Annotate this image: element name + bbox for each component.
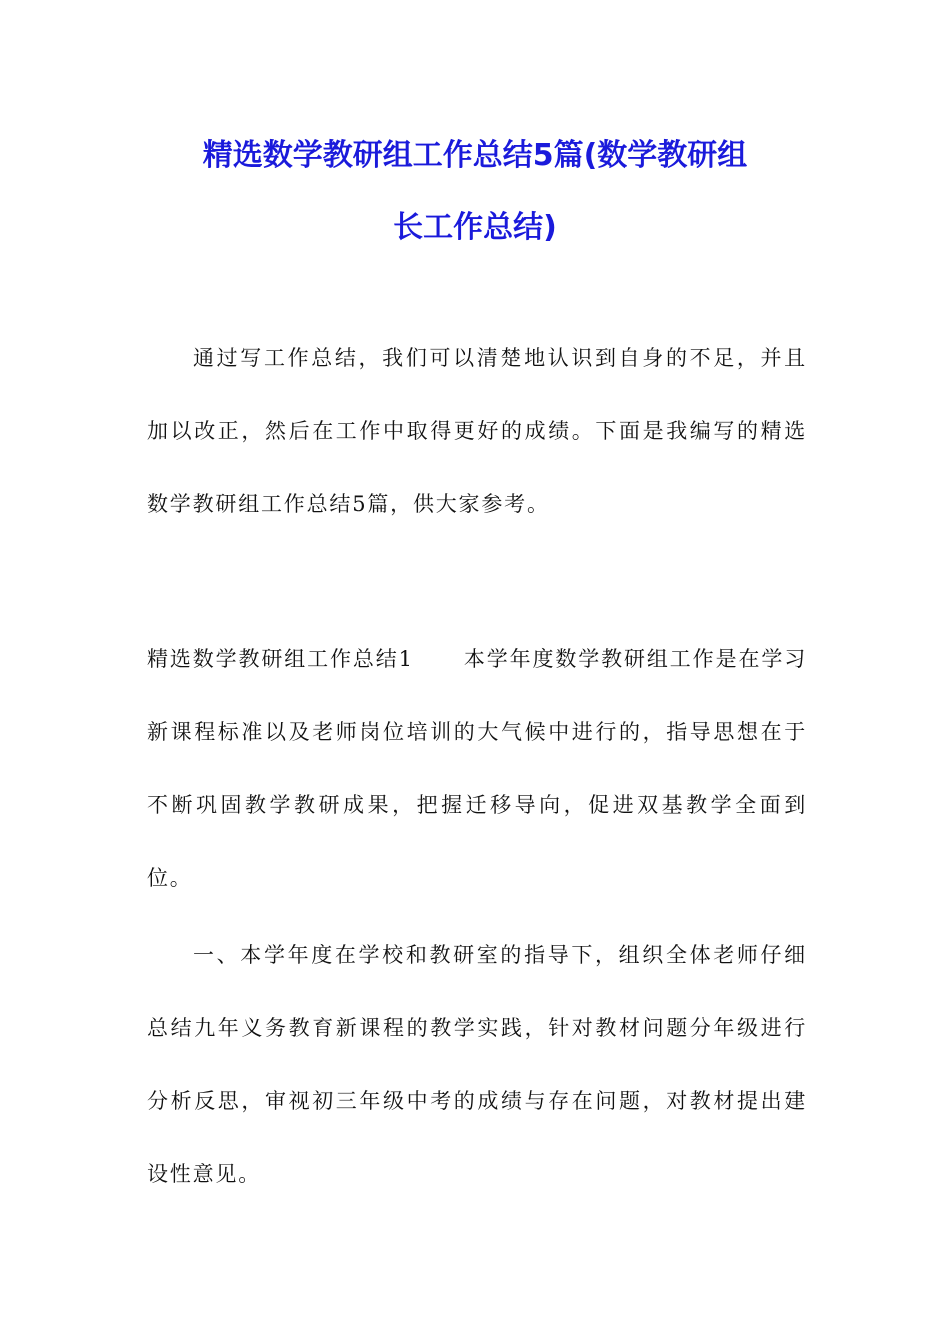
section-1-paragraph	[147, 623, 807, 915]
document-title-line-2: 长工作总结)	[393, 210, 557, 245]
document-title-line-1: 精选数学教研组工作总结5篇(数学教研组	[202, 138, 748, 173]
section-1-point-1: 一、本学年度在学校和教研室的指导下，组织全体老师仔细总结九年义务教育新课程的教学实践，针对教材问题分年级进行分析反思，审视初三年级中考的成绩与存在问题，对教材提出建设性意见。	[147, 943, 807, 1186]
section-1-heading: 精选数学教研组工作总结1	[147, 647, 414, 671]
section-1-text: 本学年度数学教研组工作是在学习新课程标准以及老师岗位培训的大气候中进行的，指导思想在于不断巩固教学教研成果，把握迁移导向，促进双基教学全面到位。	[147, 647, 807, 890]
intro-paragraph: 通过写工作总结，我们可以清楚地认识到自身的不足，并且加以改正，然后在工作中取得更好的成绩。下面是我编写的精选数学教研组工作总结5篇，供大家参考。	[147, 346, 807, 516]
